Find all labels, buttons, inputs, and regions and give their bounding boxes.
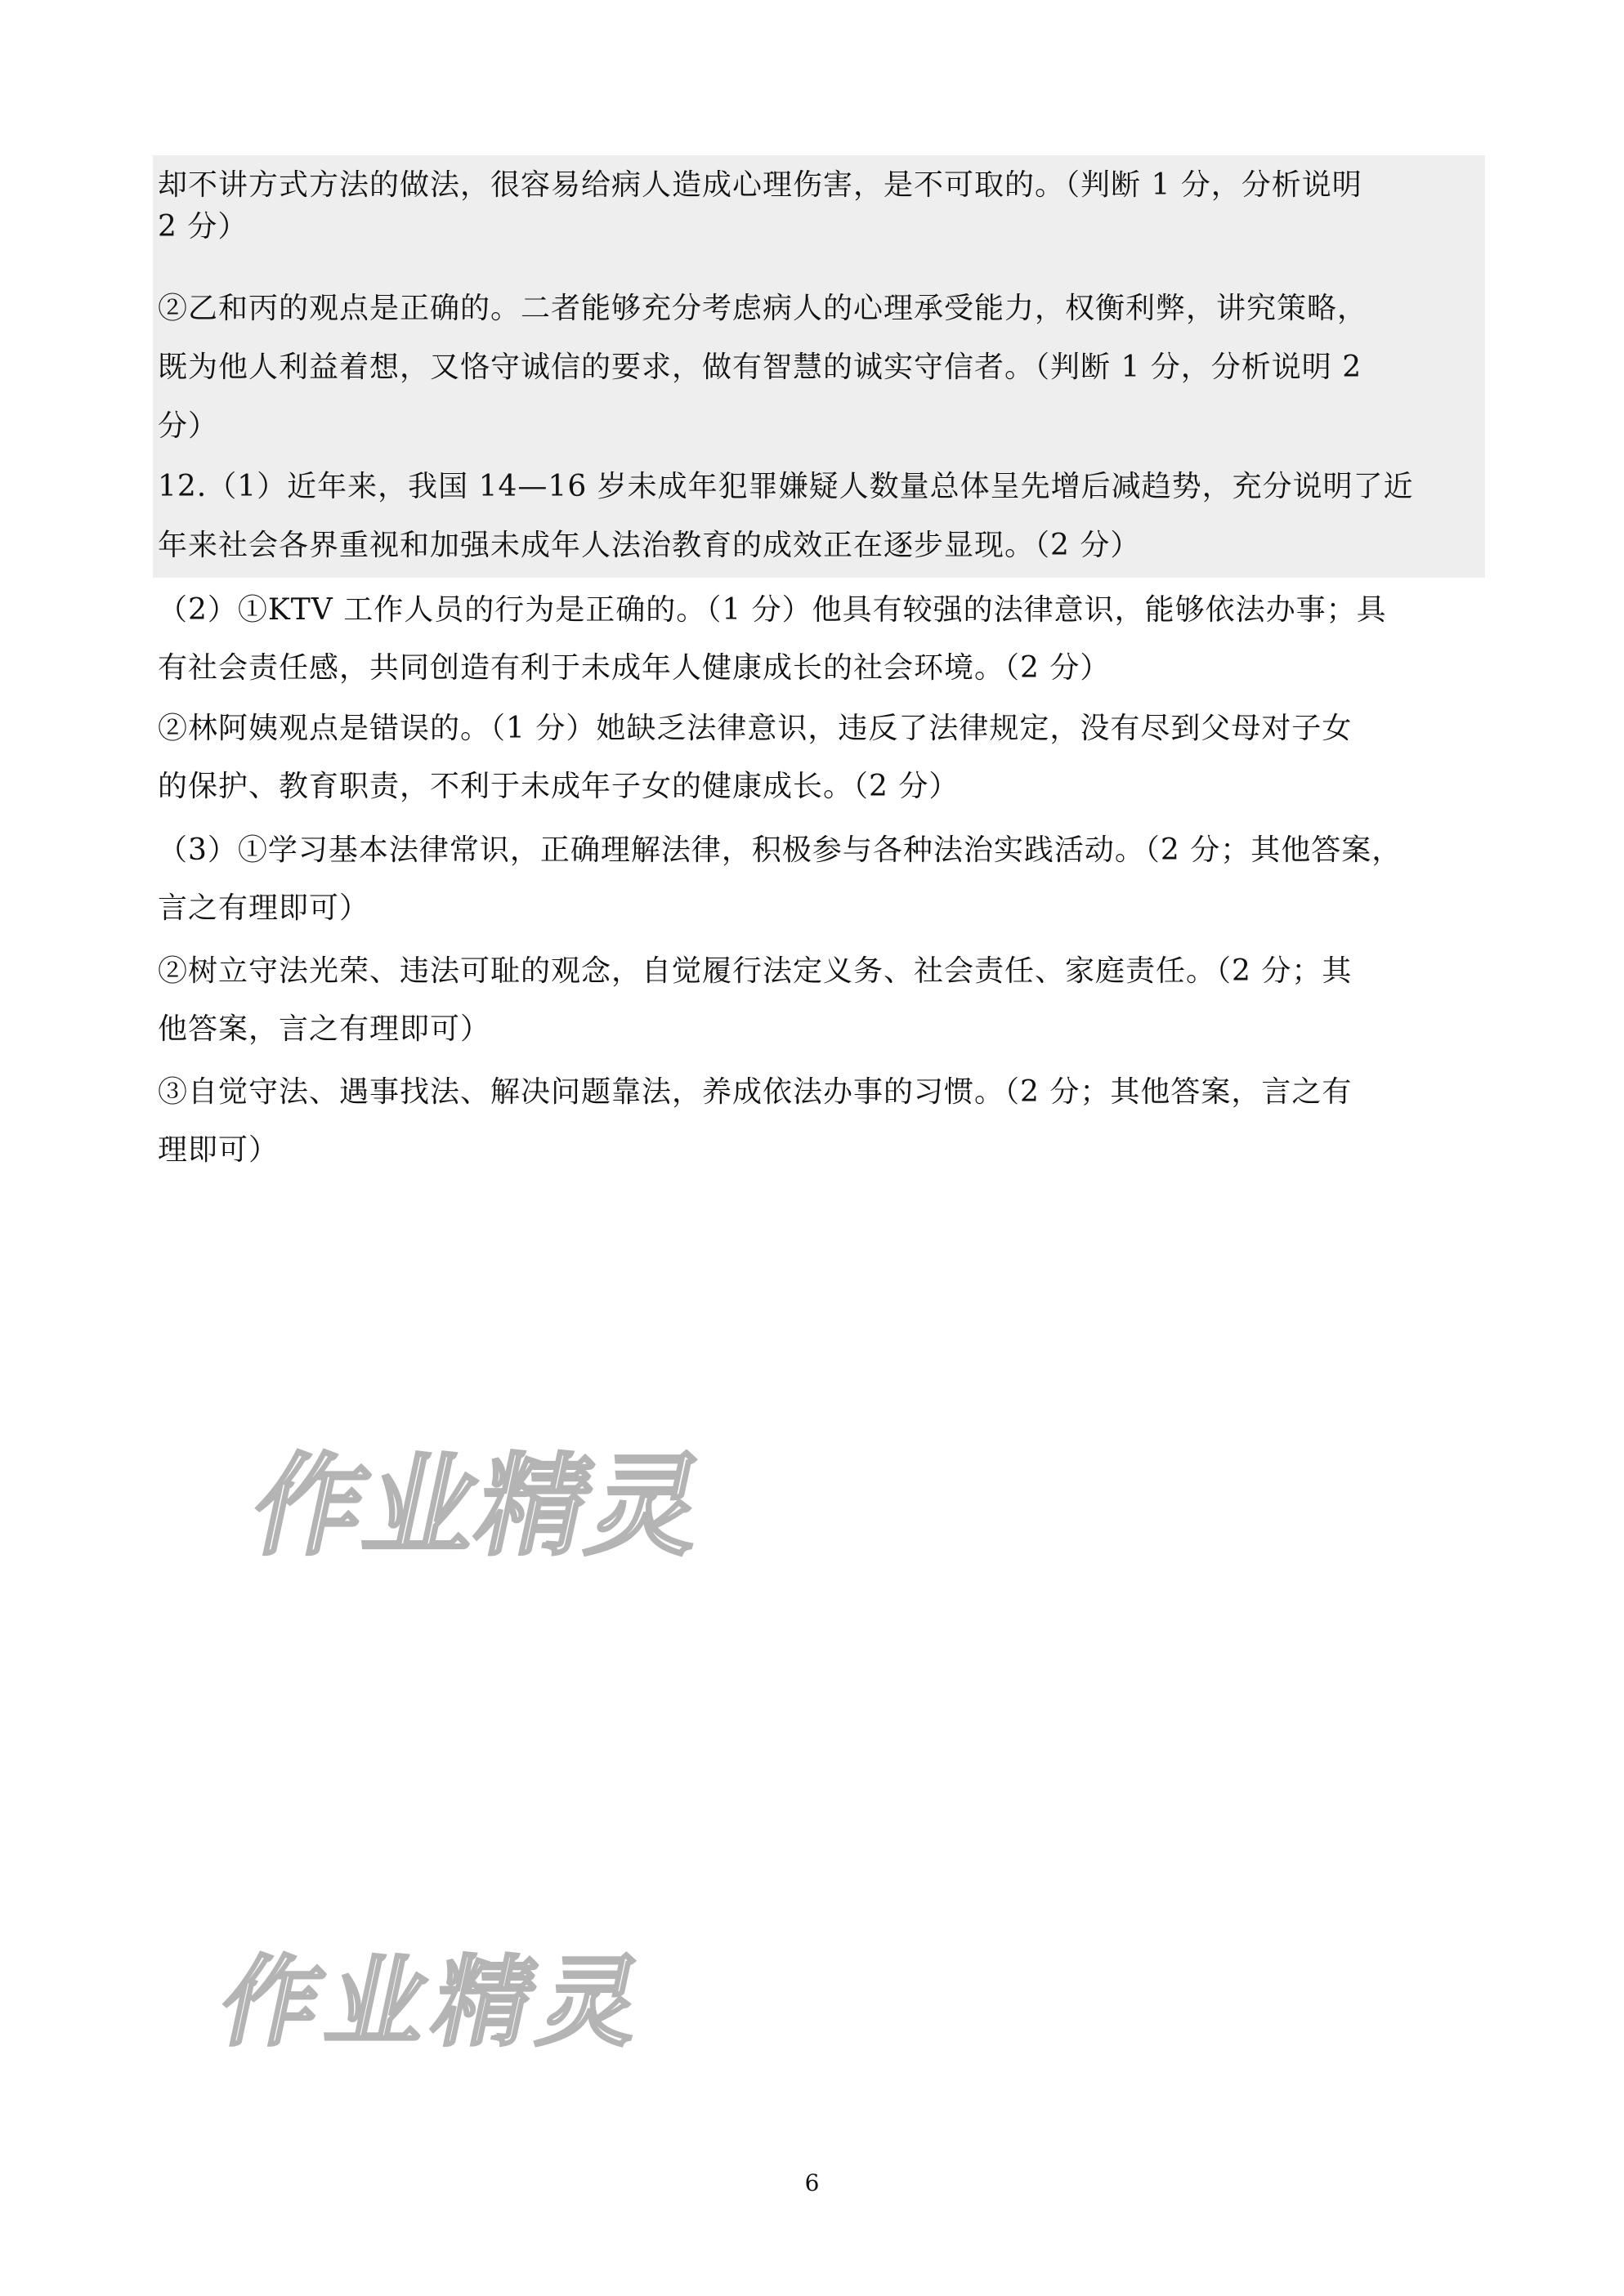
answer-line-2: 2 分） bbox=[158, 210, 248, 243]
answer-line-5: 分） bbox=[158, 409, 219, 443]
answer-line-1: 却不讲方式方法的做法，很容易给病人造成心理伤害，是不可取的。（判断 1 分，分析说明 bbox=[158, 168, 1362, 202]
answer-line-17: 理即可） bbox=[158, 1133, 280, 1167]
answer-line-7: 年来社会各界重视和加强未成年人法治教育的成效正在逐步显现。（2 分） bbox=[158, 529, 1141, 562]
answer-line-6: 12.（1）近年来，我国 14—16 岁未成年犯罪嫌疑人数量总体呈先增后减趋势，充分说明了近 bbox=[158, 470, 1414, 503]
answer-line-16: ③自觉守法、遇事找法、解决问题靠法，养成依法办事的习惯。（2 分；其他答案，言之有 bbox=[158, 1075, 1353, 1109]
answer-line-11: 的保护、教育职责，不利于未成年子女的健康成长。（2 分） bbox=[158, 770, 960, 803]
answer-line-3: ②乙和丙的观点是正确的。二者能够充分考虑病人的心理承受能力，权衡利弊，讲究策略， bbox=[158, 292, 1368, 325]
answer-line-15: 他答案，言之有理即可） bbox=[158, 1012, 491, 1046]
answer-line-8: （2）①KTV 工作人员的行为是正确的。（1 分）他具有较强的法律意识，能够依法办事；具 bbox=[158, 593, 1387, 627]
answer-line-13: 言之有理即可） bbox=[158, 891, 370, 925]
watermark-logo: 作业精灵 bbox=[241, 1442, 718, 1570]
answer-line-9: 有社会责任感，共同创造有利于未成年人健康成长的社会环境。（2 分） bbox=[158, 651, 1111, 685]
watermark-logo-lower: 作业精灵 bbox=[210, 1946, 660, 2060]
page-number: 6 bbox=[804, 2169, 820, 2196]
answer-line-10: ②林阿姨观点是错误的。（1 分）她缺乏法律意识，违反了法律规定，没有尽到父母对子女 bbox=[158, 712, 1353, 745]
answer-line-14: ②树立守法光荣、违法可耻的观念，自觉履行法定义务、社会责任、家庭责任。（2 分；其 bbox=[158, 954, 1353, 988]
answer-line-4: 既为他人利益着想，又恪守诚信的要求，做有智慧的诚实守信者。（判断 1 分，分析说明 2 bbox=[158, 351, 1362, 384]
answer-line-12: （3）①学习基本法律常识，正确理解法律，积极参与各种法治实践活动。（2 分；其他答案， bbox=[158, 833, 1403, 867]
